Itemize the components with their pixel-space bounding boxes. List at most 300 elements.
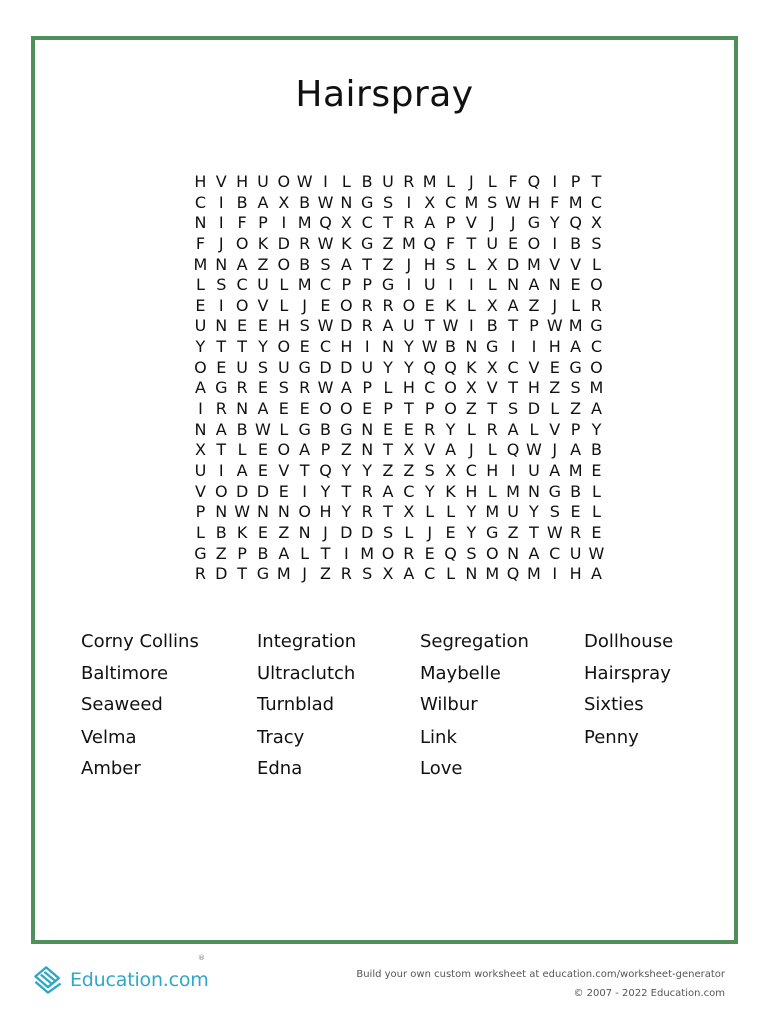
- grid-row: [190, 275, 607, 296]
- grid-letter: L: [466, 419, 476, 439]
- grid-letter: L: [341, 172, 351, 191]
- grid-letter: A: [382, 316, 394, 336]
- grid-letter: E: [362, 399, 373, 419]
- grid-letter: Q: [569, 213, 582, 233]
- grid-letter: A: [445, 440, 457, 460]
- grid-letter: Q: [506, 440, 520, 460]
- grid-letter: V: [570, 254, 582, 274]
- grid-letter: I: [552, 172, 558, 191]
- grid-letter: O: [319, 399, 332, 419]
- grid-letter: O: [527, 233, 541, 253]
- grid-letter: D: [340, 357, 353, 377]
- grid-letter: X: [486, 357, 498, 377]
- grid-letter: M: [401, 233, 416, 253]
- grid-letter: T: [591, 172, 602, 191]
- grid-letter: M: [527, 564, 541, 584]
- grid-letter: G: [381, 275, 395, 295]
- grid-letter: X: [445, 460, 457, 480]
- grid-letter: X: [424, 192, 436, 212]
- grid-letter: F: [550, 192, 560, 212]
- grid-letter: Q: [319, 460, 332, 480]
- grid-letter: U: [528, 460, 540, 480]
- grid-letter: T: [237, 337, 247, 357]
- grid-letter: R: [299, 233, 311, 253]
- word-list-item: Baltimore: [81, 663, 169, 684]
- grid-letter: T: [383, 213, 393, 233]
- grid-row: [190, 337, 607, 358]
- grid-letter: Z: [382, 233, 394, 253]
- grid-letter: Z: [382, 460, 394, 480]
- grid-letter: R: [194, 564, 206, 584]
- grid-letter: O: [340, 295, 353, 315]
- grid-letter: W: [317, 378, 334, 398]
- grid-letter: N: [340, 192, 353, 212]
- grid-letter: G: [298, 357, 311, 377]
- grid-letter: H: [194, 172, 207, 191]
- grid-letter: N: [527, 481, 540, 501]
- grid-letter: A: [257, 192, 269, 212]
- grid-letter: W: [317, 316, 334, 336]
- grid-letter: V: [257, 295, 269, 315]
- grid-letter: S: [257, 357, 269, 377]
- grid-letter: R: [299, 378, 311, 398]
- grid-letter: I: [448, 275, 453, 295]
- grid-letter: D: [235, 481, 249, 501]
- grid-letter: X: [278, 192, 290, 212]
- grid-letter: N: [548, 275, 561, 295]
- grid-letter: U: [423, 275, 436, 295]
- grid-letter: L: [279, 419, 289, 439]
- grid-letter: L: [195, 522, 205, 542]
- grid-letter: B: [570, 481, 582, 501]
- grid-row: [190, 502, 607, 523]
- grid-letter: Y: [403, 337, 414, 357]
- grid-letter: S: [591, 233, 602, 253]
- grid-letter: A: [340, 254, 352, 274]
- grid-letter: U: [236, 357, 248, 377]
- grid-letter: N: [361, 440, 374, 460]
- word-list-item: Edna: [257, 758, 303, 779]
- grid-letter: F: [237, 213, 247, 233]
- grid-letter: J: [218, 233, 224, 253]
- grid-letter: G: [569, 357, 582, 377]
- grid-letter: M: [464, 192, 479, 212]
- education-logo[interactable]: [30, 958, 209, 1002]
- grid-letter: M: [506, 481, 520, 501]
- grid-row: [190, 523, 607, 544]
- grid-letter: B: [319, 419, 331, 439]
- grid-letter: Z: [382, 254, 394, 274]
- grid-letter: O: [402, 295, 416, 315]
- grid-letter: O: [590, 357, 603, 377]
- grid-row: [190, 296, 607, 317]
- grid-letter: G: [590, 316, 603, 336]
- grid-letter: L: [591, 254, 601, 274]
- grid-letter: E: [320, 295, 331, 315]
- grid-letter: Y: [466, 502, 477, 522]
- grid-letter: Q: [444, 543, 457, 563]
- grid-letter: Z: [320, 564, 331, 584]
- grid-letter: S: [362, 564, 373, 584]
- grid-letter: L: [591, 481, 601, 501]
- grid-letter: T: [341, 481, 352, 501]
- registered-mark: ®: [198, 954, 205, 962]
- grid-row: [190, 234, 607, 255]
- grid-letter: H: [402, 378, 415, 398]
- grid-letter: M: [589, 378, 604, 398]
- grid-letter: S: [382, 522, 394, 542]
- grid-letter: Q: [506, 564, 520, 584]
- grid-letter: R: [403, 213, 415, 233]
- grid-letter: B: [236, 192, 248, 212]
- grid-letter: A: [194, 378, 206, 398]
- grid-letter: Y: [362, 460, 373, 480]
- grid-letter: M: [568, 316, 583, 336]
- grid-letter: I: [218, 460, 224, 480]
- word-search-grid: [190, 172, 607, 585]
- grid-letter: H: [319, 502, 332, 522]
- grid-letter: A: [549, 460, 561, 480]
- grid-letter: A: [528, 275, 540, 295]
- grid-letter: A: [299, 440, 311, 460]
- grid-letter: E: [299, 399, 310, 419]
- grid-letter: Q: [423, 357, 436, 377]
- grid-letter: A: [570, 440, 582, 460]
- grid-letter: C: [319, 337, 332, 357]
- grid-letter: C: [549, 543, 561, 563]
- grid-letter: Y: [341, 502, 352, 522]
- grid-letter: K: [445, 295, 456, 315]
- grid-letter: R: [340, 564, 352, 584]
- grid-letter: M: [193, 254, 208, 274]
- grid-letter: L: [237, 440, 247, 460]
- grid-letter: J: [489, 213, 495, 233]
- grid-letter: C: [590, 192, 603, 212]
- grid-letter: A: [278, 543, 290, 563]
- grid-letter: L: [487, 275, 497, 295]
- grid-letter: X: [340, 213, 352, 233]
- grid-letter: M: [276, 564, 291, 584]
- grid-letter: T: [362, 254, 373, 274]
- grid-letter: N: [507, 543, 520, 563]
- grid-letter: R: [361, 295, 373, 315]
- grid-letter: E: [257, 460, 268, 480]
- grid-letter: Y: [424, 481, 435, 501]
- grid-letter: Y: [320, 481, 331, 501]
- grid-letter: W: [546, 316, 563, 336]
- grid-letter: C: [361, 213, 373, 233]
- grid-letter: J: [469, 172, 474, 191]
- grid-letter: H: [465, 481, 478, 501]
- grid-letter: M: [360, 543, 375, 563]
- grid-letter: H: [569, 564, 582, 584]
- grid-letter: J: [323, 522, 328, 542]
- grid-letter: G: [256, 564, 270, 584]
- grid-letter: O: [194, 357, 207, 377]
- grid-letter: I: [364, 337, 370, 357]
- grid-letter: B: [590, 440, 602, 460]
- word-list-item: Wilbur: [420, 694, 478, 715]
- grid-letter: E: [257, 316, 268, 336]
- word-list-item: Corny Collins: [81, 631, 199, 652]
- grid-letter: L: [487, 481, 497, 501]
- grid-letter: L: [425, 502, 435, 522]
- grid-letter: J: [552, 440, 558, 460]
- grid-letter: A: [340, 378, 352, 398]
- grid-letter: V: [278, 460, 290, 480]
- grid-letter: M: [568, 460, 583, 480]
- grid-letter: D: [361, 522, 374, 542]
- grid-letter: S: [466, 543, 477, 563]
- grid-letter: U: [194, 316, 207, 336]
- grid-letter: M: [568, 192, 583, 212]
- grid-letter: E: [278, 481, 289, 501]
- grid-letter: G: [360, 233, 374, 253]
- grid-letter: P: [320, 440, 331, 460]
- grid-letter: G: [360, 192, 374, 212]
- grid-letter: A: [570, 337, 582, 357]
- grid-letter: M: [485, 502, 500, 522]
- grid-letter: E: [257, 522, 268, 542]
- grid-letter: N: [298, 522, 311, 542]
- grid-letter: Y: [466, 522, 477, 542]
- word-list-item: Hairspray: [584, 663, 671, 684]
- word-list-item: Love: [420, 758, 463, 779]
- grid-row: [190, 461, 607, 482]
- grid-letter: V: [194, 481, 206, 501]
- grid-letter: L: [466, 295, 476, 315]
- grid-letter: W: [526, 440, 542, 460]
- grid-letter: O: [277, 172, 291, 191]
- worksheet-title: Hairspray: [295, 74, 474, 115]
- grid-letter: D: [215, 564, 228, 584]
- grid-letter: E: [549, 357, 560, 377]
- grid-letter: P: [424, 399, 435, 419]
- grid-row: [190, 544, 607, 565]
- grid-letter: T: [216, 440, 227, 460]
- grid-letter: N: [215, 316, 228, 336]
- grid-letter: U: [486, 233, 499, 253]
- grid-letter: O: [277, 440, 291, 460]
- grid-letter: S: [549, 502, 560, 522]
- grid-letter: K: [445, 481, 456, 501]
- grid-letter: E: [424, 543, 435, 563]
- grid-letter: X: [590, 213, 602, 233]
- grid-letter: C: [590, 337, 603, 357]
- word-list-item: Link: [420, 727, 457, 748]
- copyright-text: © 2007 - 2022 Education.com: [573, 988, 725, 999]
- grid-letter: E: [216, 357, 227, 377]
- grid-letter: G: [548, 481, 561, 501]
- grid-letter: J: [552, 295, 558, 315]
- grid-letter: S: [382, 192, 394, 212]
- grid-letter: U: [507, 502, 519, 522]
- grid-letter: I: [343, 543, 349, 563]
- grid-letter: E: [591, 460, 602, 480]
- grid-letter: I: [552, 233, 558, 253]
- grid-letter: K: [341, 233, 352, 253]
- grid-letter: K: [466, 357, 477, 377]
- grid-letter: L: [487, 440, 497, 460]
- grid-letter: P: [570, 172, 581, 191]
- grid-letter: P: [445, 213, 456, 233]
- grid-letter: O: [444, 399, 457, 419]
- word-list-item: Sixties: [584, 694, 644, 715]
- grid-letter: I: [469, 316, 474, 336]
- grid-letter: T: [237, 564, 247, 584]
- word-list-item: Velma: [81, 727, 137, 748]
- word-list-item: Penny: [584, 727, 639, 748]
- grid-letter: S: [216, 275, 227, 295]
- grid-letter: P: [362, 378, 372, 398]
- grid-letter: P: [529, 316, 539, 336]
- grid-letter: Z: [278, 522, 290, 542]
- grid-letter: T: [299, 460, 310, 480]
- grid-letter: N: [194, 213, 207, 233]
- grid-letter: Y: [591, 419, 602, 439]
- grid-letter: Z: [257, 254, 269, 274]
- grid-letter: R: [361, 481, 373, 501]
- grid-letter: A: [528, 543, 540, 563]
- grid-letter: O: [444, 378, 457, 398]
- grid-letter: G: [486, 522, 499, 542]
- grid-letter: F: [445, 233, 456, 253]
- grid-letter: I: [406, 192, 412, 212]
- grid-letter: N: [194, 419, 207, 439]
- grid-row: [190, 213, 607, 234]
- grid-letter: N: [256, 502, 269, 522]
- grid-letter: A: [507, 419, 519, 439]
- grid-letter: U: [569, 543, 582, 563]
- grid-letter: M: [297, 275, 312, 295]
- grid-letter: H: [486, 460, 499, 480]
- grid-letter: E: [195, 295, 206, 315]
- grid-letter: Y: [258, 337, 268, 357]
- grid-letter: O: [214, 481, 228, 501]
- grid-row: [190, 564, 607, 585]
- grid-letter: U: [361, 357, 374, 377]
- grid-letter: I: [281, 213, 287, 233]
- word-list-item: Turnblad: [257, 694, 335, 715]
- grid-row: [190, 358, 607, 379]
- grid-row: [190, 399, 607, 420]
- grid-letter: Z: [215, 543, 227, 563]
- grid-letter: Z: [507, 522, 519, 542]
- grid-letter: D: [340, 316, 353, 336]
- grid-letter: Q: [319, 213, 332, 233]
- grid-letter: Z: [340, 440, 352, 460]
- grid-letter: J: [510, 213, 516, 233]
- grid-letter: L: [529, 419, 539, 439]
- grid-letter: S: [508, 399, 519, 419]
- grid-letter: X: [403, 440, 415, 460]
- grid-letter: V: [215, 172, 227, 191]
- grid-letter: L: [383, 378, 393, 398]
- grid-letter: C: [507, 357, 519, 377]
- word-list-item: Ultraclutch: [257, 663, 356, 684]
- grid-letter: G: [340, 419, 353, 439]
- grid-letter: B: [236, 419, 248, 439]
- grid-letter: O: [298, 502, 311, 522]
- grid-letter: R: [215, 399, 227, 419]
- grid-letter: T: [216, 337, 227, 357]
- grid-letter: D: [319, 357, 332, 377]
- grid-letter: Y: [529, 502, 539, 522]
- grid-letter: U: [257, 275, 269, 295]
- grid-letter: N: [361, 419, 374, 439]
- grid-letter: I: [218, 192, 224, 212]
- grid-row: [190, 420, 607, 441]
- grid-letter: V: [486, 378, 498, 398]
- grid-letter: Y: [383, 357, 393, 377]
- grid-letter: C: [403, 481, 415, 501]
- grid-letter: D: [527, 399, 541, 419]
- grid-letter: O: [340, 399, 353, 419]
- grid-letter: V: [549, 419, 561, 439]
- grid-letter: B: [215, 522, 227, 542]
- grid-letter: R: [361, 316, 373, 336]
- word-list-item: Seaweed: [81, 694, 163, 715]
- grid-letter: G: [298, 419, 311, 439]
- grid-letter: H: [277, 316, 290, 336]
- grid-letter: V: [424, 440, 436, 460]
- grid-letter: U: [382, 172, 394, 191]
- grid-letter: D: [256, 481, 270, 501]
- grid-letter: I: [406, 275, 412, 295]
- grid-letter: W: [588, 543, 605, 563]
- grid-letter: A: [236, 254, 248, 274]
- grid-letter: C: [319, 275, 332, 295]
- grid-letter: B: [299, 192, 311, 212]
- grid-letter: B: [299, 254, 311, 274]
- grid-letter: N: [465, 564, 478, 584]
- grid-letter: J: [406, 254, 412, 274]
- grid-letter: W: [234, 502, 251, 522]
- grid-letter: L: [404, 522, 414, 542]
- grid-letter: I: [510, 337, 516, 357]
- grid-letter: T: [424, 316, 435, 336]
- grid-letter: E: [382, 419, 394, 439]
- grid-letter: M: [297, 213, 312, 233]
- grid-letter: S: [445, 254, 456, 274]
- grid-letter: V: [528, 357, 540, 377]
- grid-letter: W: [442, 316, 459, 336]
- grid-letter: L: [466, 254, 476, 274]
- grid-letter: O: [381, 543, 395, 563]
- grid-letter: E: [591, 522, 602, 542]
- grid-letter: H: [340, 337, 353, 357]
- grid-letter: C: [465, 460, 477, 480]
- grid-letter: Q: [527, 172, 541, 191]
- grid-letter: I: [531, 337, 537, 357]
- grid-row: [190, 193, 607, 214]
- grid-letter: G: [194, 543, 207, 563]
- grid-letter: B: [445, 337, 457, 357]
- grid-letter: H: [423, 254, 436, 274]
- grid-letter: N: [236, 399, 249, 419]
- grid-letter: A: [424, 213, 436, 233]
- grid-letter: O: [277, 254, 291, 274]
- grid-letter: P: [362, 275, 372, 295]
- grid-letter: L: [446, 172, 455, 191]
- grid-letter: G: [527, 213, 541, 233]
- grid-letter: Z: [528, 295, 540, 315]
- grid-letter: O: [235, 233, 249, 253]
- grid-letter: U: [403, 316, 415, 336]
- grid-letter: A: [403, 564, 415, 584]
- grid-letter: W: [317, 233, 334, 253]
- brand-name: Education.com: [70, 969, 209, 991]
